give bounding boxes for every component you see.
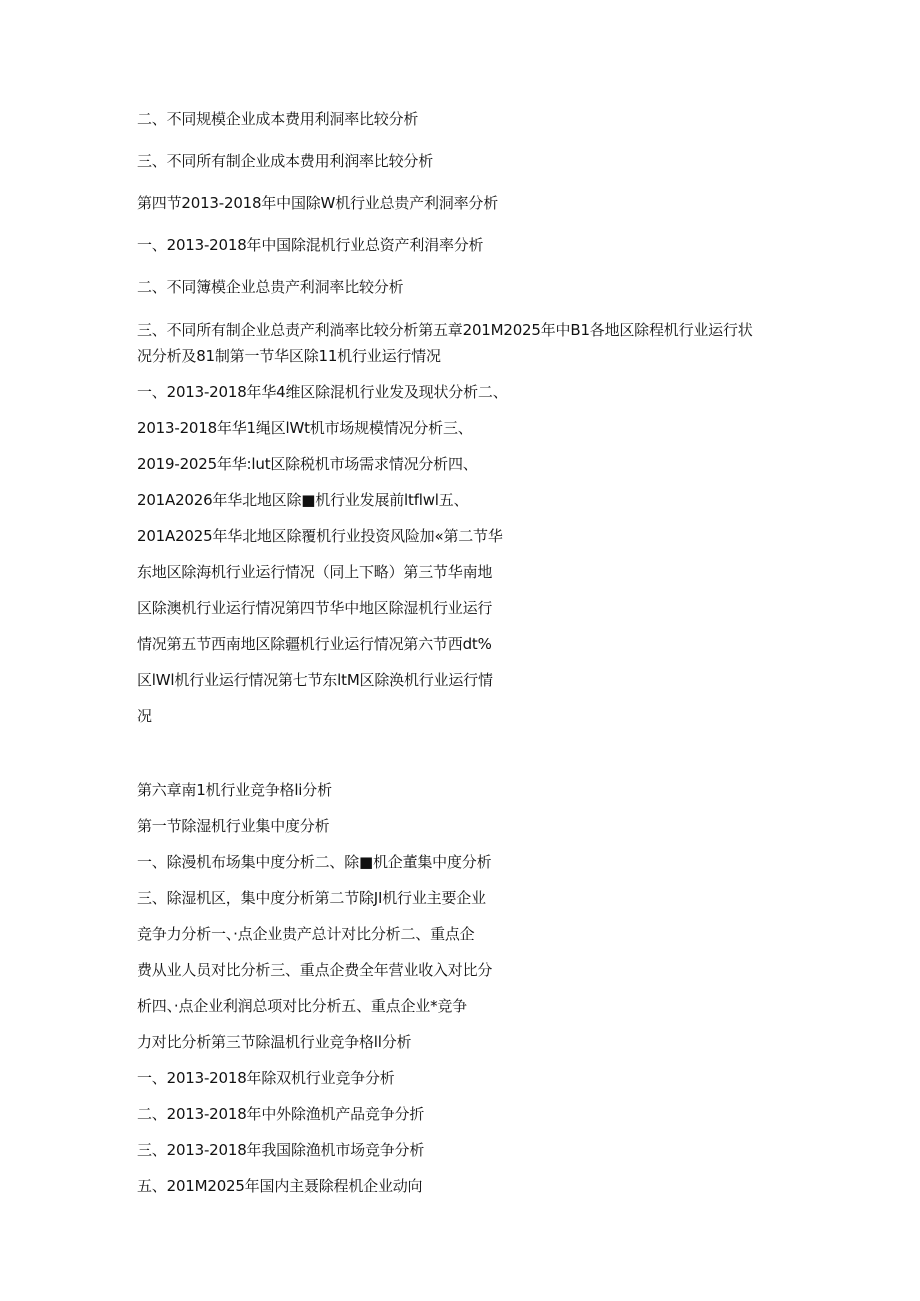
toc-line: 五、201M2025年国内主聂除程机企业动向 [137, 1177, 423, 1195]
toc-line: 东地区除海机行业运行情况（同上下略）第三节华南地 [137, 563, 493, 581]
toc-line: 一、2013-2018年中国除混机行业总资产利涓率分析 [137, 236, 484, 254]
toc-line: 区除澳机行业运行情况第四节华中地区除湿机行业运行 [137, 599, 493, 617]
toc-line: 一、除漫机布场集中度分析二、除■机企董集中度分析 [137, 853, 492, 871]
toc-line: 三、不同所有制企业总责产利淌率比较分析第五章201M2025年中B1各地区除程机行业运行状 [137, 321, 753, 339]
toc-line: 201A2026年华北地区除■机行业发展前ltflwl五、 [137, 491, 469, 509]
toc-line: 三、2013-2018年我国除渔机市场竞争分析 [137, 1141, 425, 1159]
toc-line: 第一节除湿机行业集中度分析 [137, 817, 330, 835]
toc-line: 力对比分析第三节除温机行业竞争格ll分析 [137, 1033, 412, 1051]
toc-line: 一、2013-2018年除双机行业竞争分析 [137, 1069, 395, 1087]
toc-line: 三、除湿机区，集中度分析第二节除JI机行业主要企业 [137, 889, 486, 907]
toc-line: 第四节2013-2018年中国除W机行业总贵产利洞率分析 [137, 194, 498, 212]
toc-line: 三、不同所有制企业成本费用利润率比较分析 [137, 152, 434, 170]
toc-line: 2013-2018年华1绳区lWt机市场规模情况分析三、 [137, 419, 473, 437]
toc-line: 竞争力分析一、·点企业贵产总计对比分析二、重点企 [137, 925, 475, 943]
toc-line: 二、不同簿模企业总贵产利洞率比较分析 [137, 278, 404, 296]
toc-line: 情况第五节西南地区除疆机行业运行情况第六节西dt% [137, 635, 492, 653]
toc-line: 况 [137, 707, 152, 725]
toc-line: 2019-2025年华:lut区除税机市场需求情况分析四、 [137, 455, 478, 473]
toc-line: 二、2013-2018年中外除渔机产品竞争分折 [137, 1105, 425, 1123]
toc-line: 区lWl机行业运行情况第七节东ltM区除涣机行业运行情 [137, 671, 493, 689]
chapter-heading: 第六章南1机行业竞争格li分析 [137, 781, 332, 799]
toc-line: 一、2013-2018年华4维区除混机行业发及现状分析二、 [137, 383, 508, 401]
toc-line: 二、不同规模企业成本费用利洞率比较分析 [137, 110, 419, 128]
toc-line: 201A2025年华北地区除覆机行业投资风险加«第二节华 [137, 527, 503, 545]
toc-line: 析四、·点企业利润总项对比分析五、重点企业*竞争 [137, 997, 467, 1015]
toc-line: 况分析及81制第一节华区除11机行业运行情况 [137, 347, 441, 365]
toc-line: 费从业人员对比分析三、重点企费全年营业收入对比分 [137, 961, 493, 979]
